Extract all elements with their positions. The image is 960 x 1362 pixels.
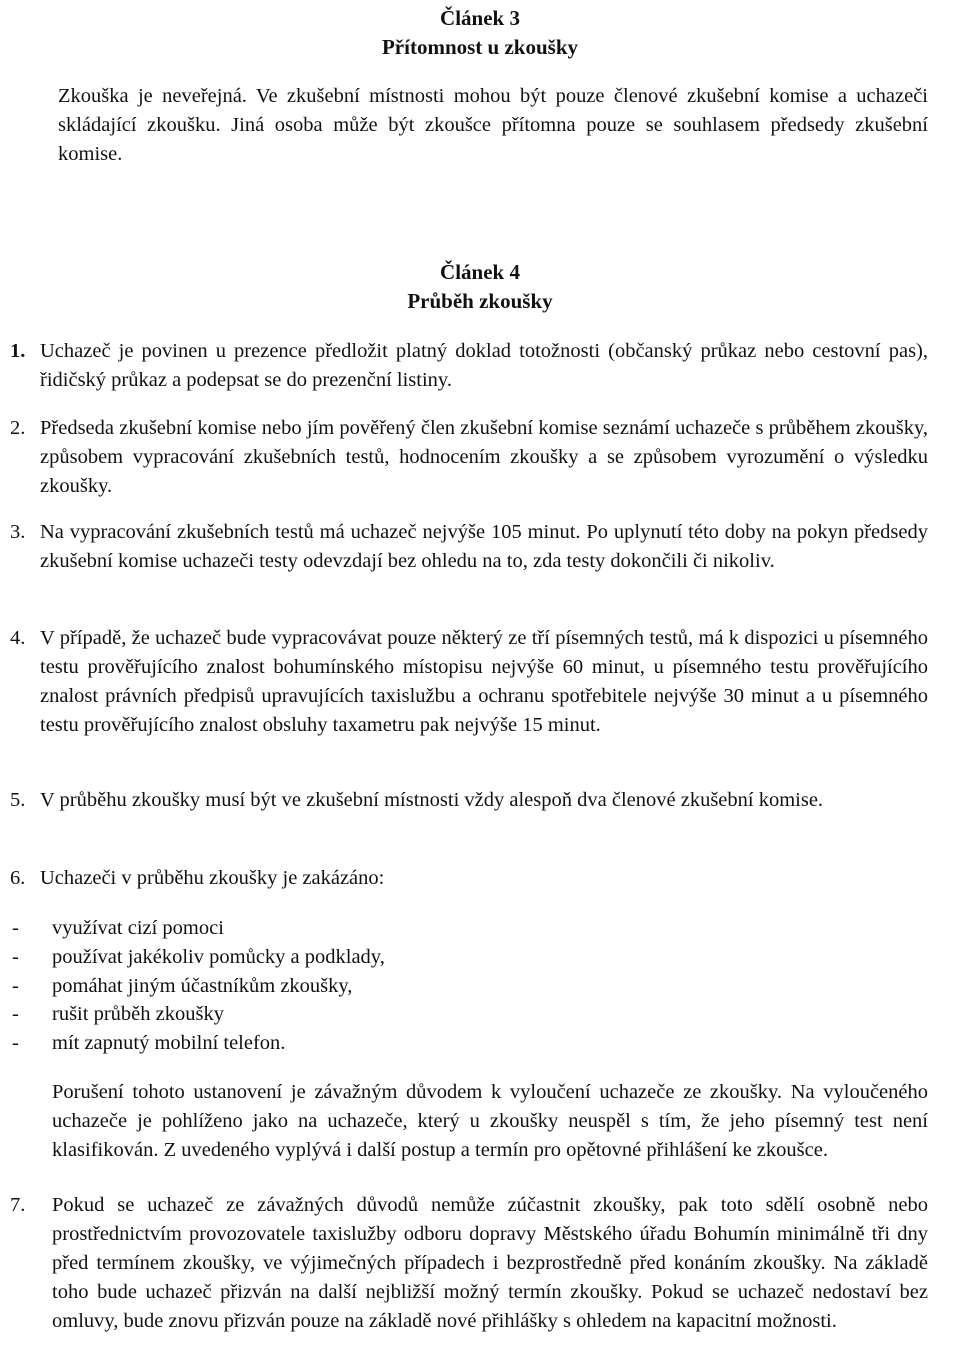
article-3-number: Článek 3 [440, 6, 520, 30]
item-7-number: 7. [10, 1194, 26, 1216]
forbidden-item-text: používat jakékoliv pomůcky a podklady, [52, 946, 385, 968]
article-3-text: Zkouška je neveřejná. Ve zkušební místnosti mohou být pouze členové zkušební komise a uchazeči skládající zkoušku. Jiná osoba může být zkoušce přítomna pouze se souhlasem předsedy zkušební komise. [58, 85, 928, 165]
forbidden-item: - používat jakékoliv pomůcky a podklady, [12, 946, 385, 968]
item-2-text: Předseda zkušební komise nebo jím pověřený člen zkušební komise seznámí uchazeče s průběhem zkoušky, způsobem vypracování zkušebních testů, hodnocením zkoušky a se způsobem vyrozumění o výsledku zkoušky. [40, 417, 928, 497]
forbidden-item: - pomáhat jiným účastníkům zkoušky, [12, 975, 353, 997]
forbidden-item-text: pomáhat jiným účastníkům zkoušky, [52, 975, 353, 997]
forbidden-item-text: mít zapnutý mobilní telefon. [52, 1032, 286, 1054]
violation-text: Porušení tohoto ustanovení je závažným důvodem k vyloučení uchazeče ze zkoušky. Na vyloučeného uchazeče je pohlíženo jako na uchazeče, který u zkoušky neuspěl s tím, že jeho písemný test není klasifikován. Z uvedeného vyplývá i další postup a termín pro opětovné přihlášení ke zkoušce. [52, 1081, 928, 1161]
item-2-number: 2. [10, 417, 26, 439]
article-4-number: Článek 4 [440, 260, 520, 284]
item-5-text: V průběhu zkoušky musí být ve zkušební místnosti vždy alespoň dva členové zkušební komise. [40, 789, 824, 811]
article-3-title: Přítomnost u zkoušky [381, 35, 579, 59]
article-4-title: Průběh zkoušky [407, 289, 553, 313]
item-7-text: Pokud se uchazeč ze závažných důvodů nemůže zúčastnit zkoušky, pak toto sdělí osobně nebo prostřednictvím provozovatele taxislužby odboru dopravy Městského úřadu Bohumín minimálně tři dny před termínem zkoušky, ve výjimečných případech i bezprostředně před konáním zkoušky. Na základě toho bude uchazeč přizván na další nejbližší možný termín zkoušky. Pokud se uchazeč nedostaví bez omluvy, bude znovu přizván pouze na základě nové přihlášky s ohledem na kapacitní možnosti. [52, 1194, 928, 1332]
item-1-text: Uchazeč je povinen u prezence předložit platný doklad totožnosti (občanský průkaz nebo cestovní pas), řidičský průkaz a podepsat se do prezenční listiny. [40, 340, 928, 391]
item-4-number: 4. [10, 627, 26, 649]
item-3-number: 3. [10, 521, 26, 543]
item-3-text: Na vypracování zkušebních testů má uchazeč nejvýše 105 minut. Po uplynutí této doby na pokyn předsedy zkušební komise uchazeči testy odevzdají bez ohledu na to, zda testy dokončili či nikoliv. [40, 521, 928, 572]
forbidden-item-text: využívat cizí pomoci [52, 917, 224, 939]
item-4-text: V případě, že uchazeč bude vypracovávat pouze některý ze tří písemných testů, má k dispozici u písemného testu prověřujícího znalost bohumínského místopisu nejvýše 60 minut, u písemného testu prověřujícího znalost právních předpisů upravujících taxislužbu a ochranu spotřebitele nejvýše 30 minut a u písemného testu prověřujícího znalost obsluhy taxametru pak nejvýše 15 minut. [40, 627, 928, 736]
forbidden-item: - rušit průběh zkoušky [12, 1003, 224, 1025]
forbidden-item: - mít zapnutý mobilní telefon. [12, 1032, 286, 1054]
forbidden-item: - využívat cizí pomoci [12, 917, 224, 939]
forbidden-item-text: rušit průběh zkoušky [52, 1003, 224, 1025]
item-1-number: 1. [10, 340, 26, 362]
item-6-text: Uchazeči v průběhu zkoušky je zakázáno: [40, 867, 385, 889]
item-5-number: 5. [10, 789, 26, 811]
item-6-number: 6. [10, 867, 26, 889]
